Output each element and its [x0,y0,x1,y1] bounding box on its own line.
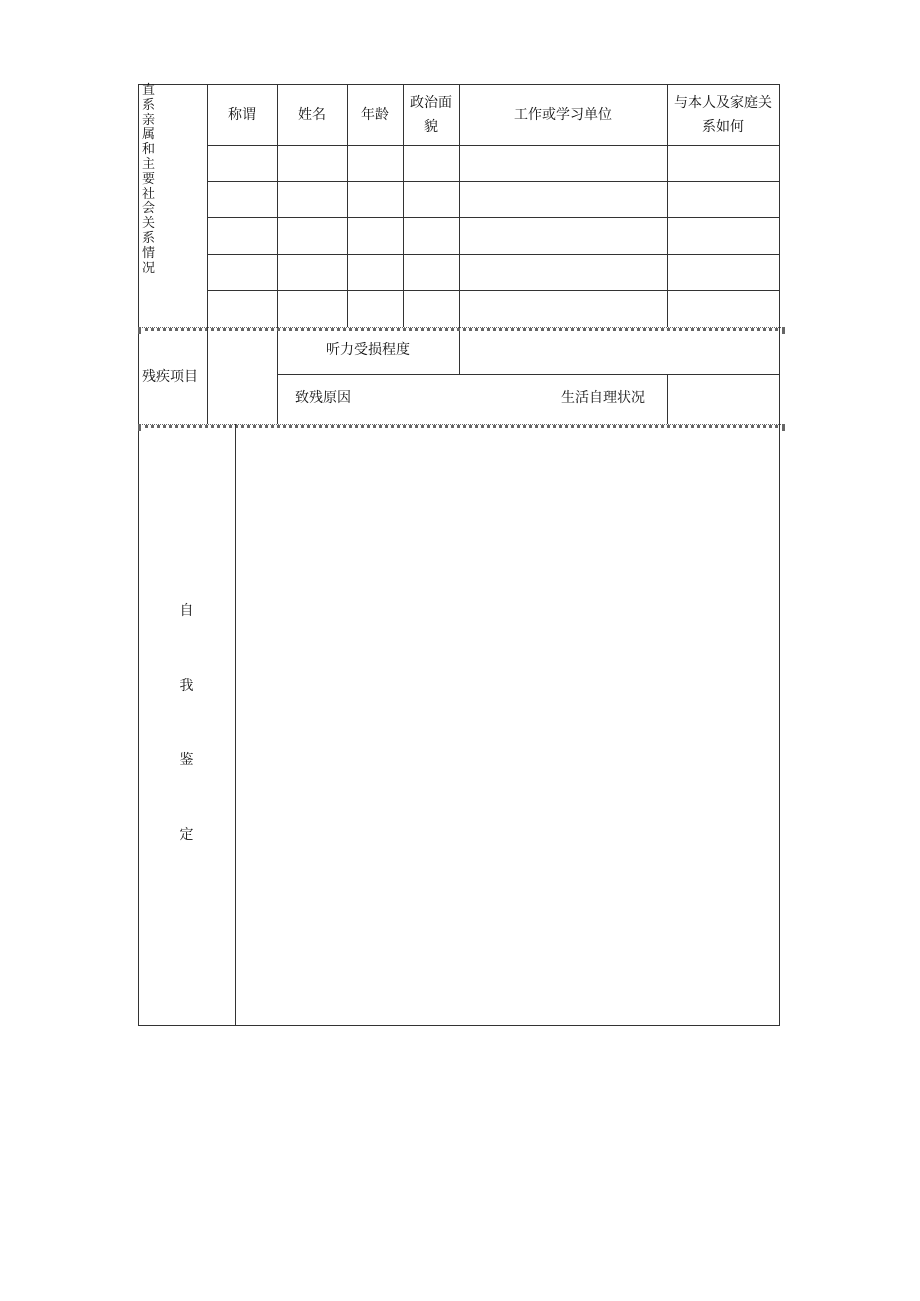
header-relationship-line1: 与本人及家庭关 [674,95,772,111]
self-care-label: 生活自理状况 [561,390,645,406]
self-care-field[interactable] [668,375,778,423]
header-name: 姓名 [298,107,326,123]
row-line [207,181,779,182]
row-line [207,217,779,218]
self-assessment-field[interactable] [236,425,778,1024]
header-political-line1: 政治面 [410,95,452,111]
hearing-loss-label: 听力受损程度 [326,342,410,358]
relatives-side-label: 直系亲属和主要社会关系情况 [142,83,156,276]
header-title: 称谓 [228,107,256,123]
self-assessment-char-4: 定 [179,827,194,843]
header-age: 年龄 [361,107,389,123]
cause-label: 致残原因 [295,390,351,406]
header-relationship-line2: 系如何 [702,119,744,135]
self-assessment-char-3: 鉴 [179,752,194,768]
disability-label: 残疾项目 [142,369,198,385]
hearing-loss-field[interactable] [460,328,778,373]
divider [207,327,208,424]
header-political-line2: 貌 [424,119,438,135]
self-assessment-char-2: 我 [179,678,194,694]
relatives-side-label-cell [138,84,207,327]
row-line [207,290,779,291]
header-workplace: 工作或学习单位 [514,107,612,123]
registration-form [138,84,780,1026]
self-assessment-char-1: 自 [179,603,194,619]
row-line [207,145,779,146]
row-line [207,254,779,255]
